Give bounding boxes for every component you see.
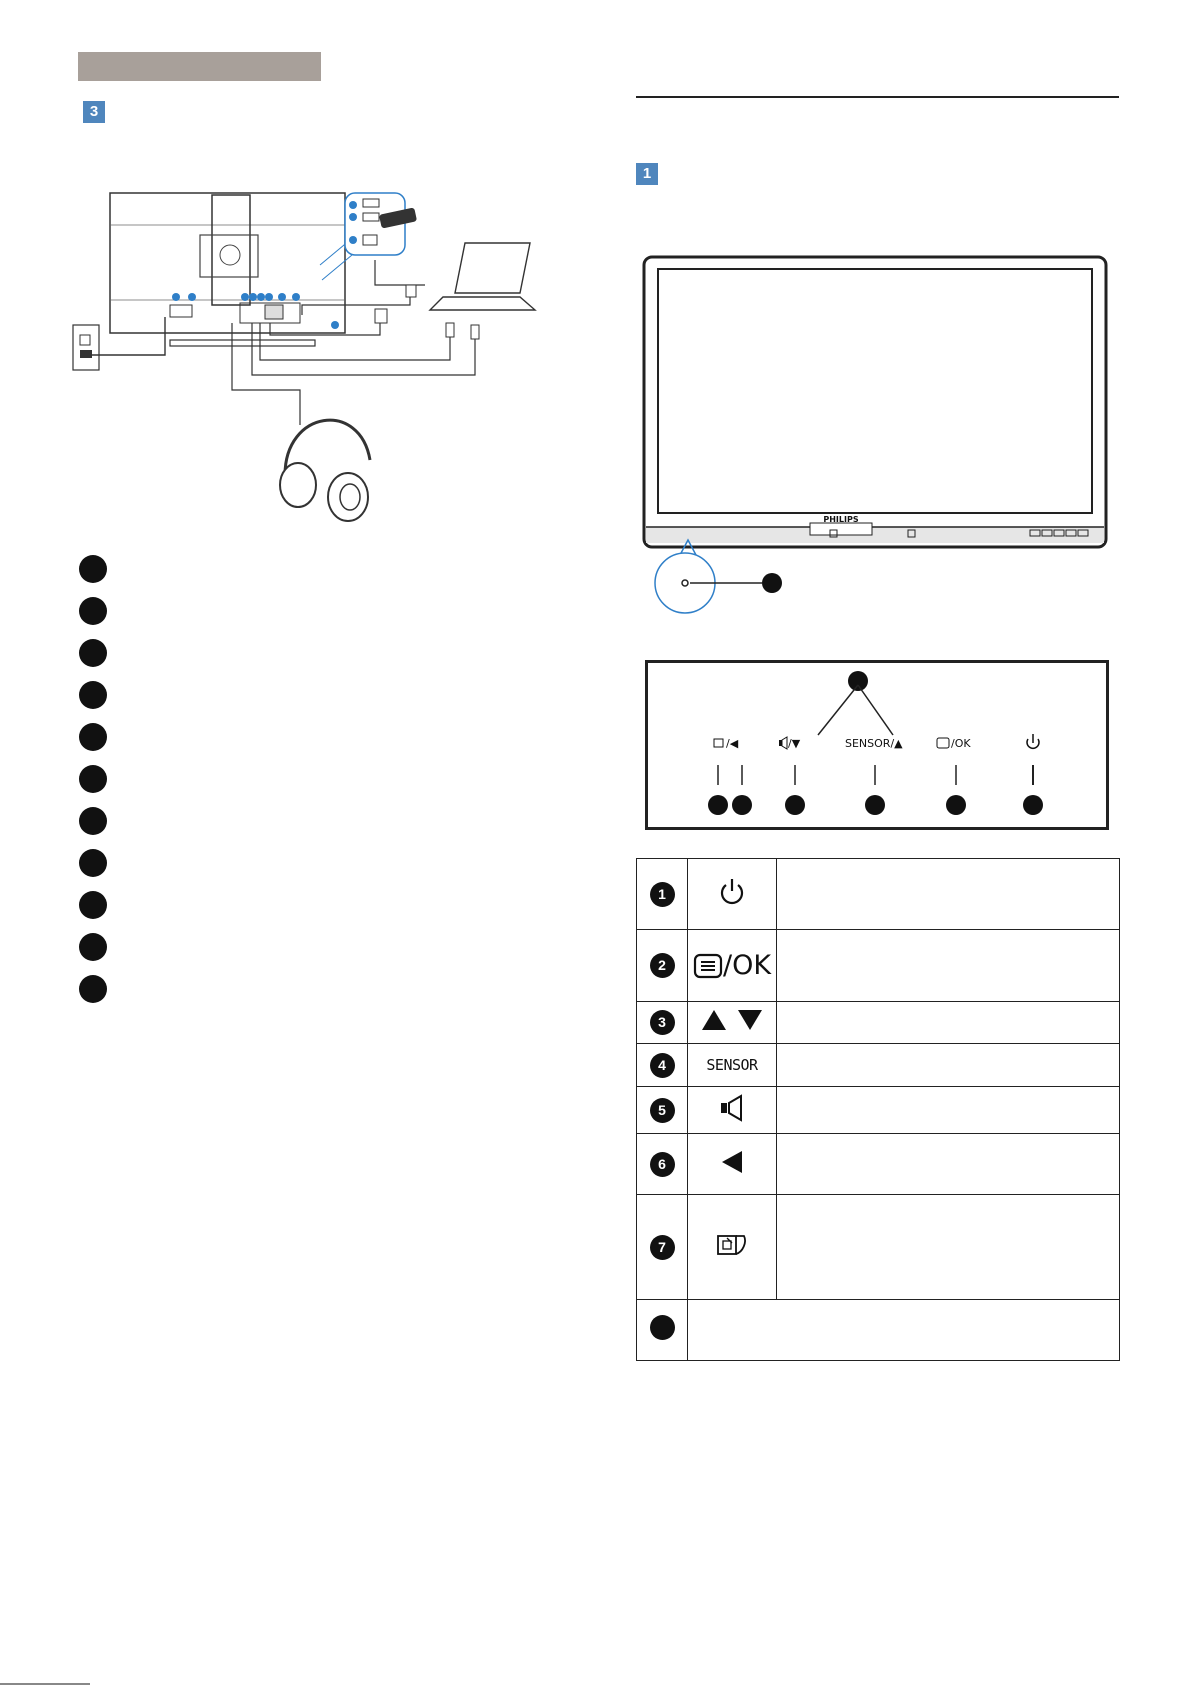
- power-outlet: [73, 325, 99, 370]
- table-row: [637, 1134, 1120, 1195]
- left-arrow-icon: [720, 1149, 744, 1175]
- monitor-back: [110, 193, 345, 333]
- up-down-arrows-icon: [700, 1008, 764, 1032]
- list-bullet-8: [79, 849, 107, 877]
- label-menu-ok: /OK: [951, 737, 971, 750]
- row-number: 7: [650, 1235, 675, 1260]
- menu-ok-icon: /OK: [722, 950, 772, 981]
- list-bullet-3: [79, 639, 107, 667]
- list-bullet-9: [79, 891, 107, 919]
- connection-diagram: [70, 185, 580, 535]
- menu-icon: [693, 953, 723, 979]
- table-row: [637, 1087, 1120, 1134]
- keys-table: [636, 858, 1120, 1361]
- label-sensor-up: SENSOR/▲: [845, 737, 903, 750]
- row-number: 3: [650, 1010, 675, 1035]
- monitor-screen: [658, 269, 1092, 513]
- power-icon: [718, 877, 746, 907]
- row-number: 2: [650, 953, 675, 978]
- row-number: 5: [650, 1098, 675, 1123]
- laptop-screen: [455, 243, 530, 293]
- speaker-icon: [719, 1094, 745, 1122]
- list-bullet-5: [79, 723, 107, 751]
- list-bullet-7: [79, 807, 107, 835]
- row-number: [650, 1315, 675, 1340]
- list-bullet-1: [79, 555, 107, 583]
- section-number-badge: 3: [83, 101, 105, 123]
- label-volume-down: /▼: [788, 737, 801, 750]
- section-rule: [636, 96, 1119, 98]
- row-number: 1: [650, 882, 675, 907]
- list-bullet-2: [79, 597, 107, 625]
- label-smartimage-left: /◀: [726, 737, 739, 750]
- row-number: 6: [650, 1152, 675, 1177]
- table-row: [637, 859, 1120, 930]
- list-bullet-10: [79, 933, 107, 961]
- brand-logo: PHILIPS: [823, 515, 859, 524]
- page-footer-mark: [0, 1672, 90, 1685]
- list-bullet-4: [79, 681, 107, 709]
- smartimage-small-icon: [714, 739, 723, 747]
- stand-base: [170, 340, 315, 346]
- table-row: [637, 1300, 1120, 1361]
- list-bullet-11: [79, 975, 107, 1003]
- section-number-badge-right: 1: [636, 163, 658, 185]
- table-row: [637, 1002, 1120, 1044]
- smartimage-icon: [716, 1232, 748, 1258]
- table-row: [637, 1044, 1120, 1087]
- laptop-base: [430, 297, 535, 310]
- sensor-icon: SENSOR: [706, 1055, 758, 1074]
- menu-small-icon: [937, 738, 949, 748]
- table-row: [637, 930, 1120, 1002]
- control-panel-closeup: [645, 660, 1109, 830]
- row-number: 4: [650, 1053, 675, 1078]
- section-header-bar: [78, 52, 321, 81]
- monitor-front-illustration: [640, 255, 1120, 615]
- table-row: [637, 1195, 1120, 1300]
- list-bullet-6: [79, 765, 107, 793]
